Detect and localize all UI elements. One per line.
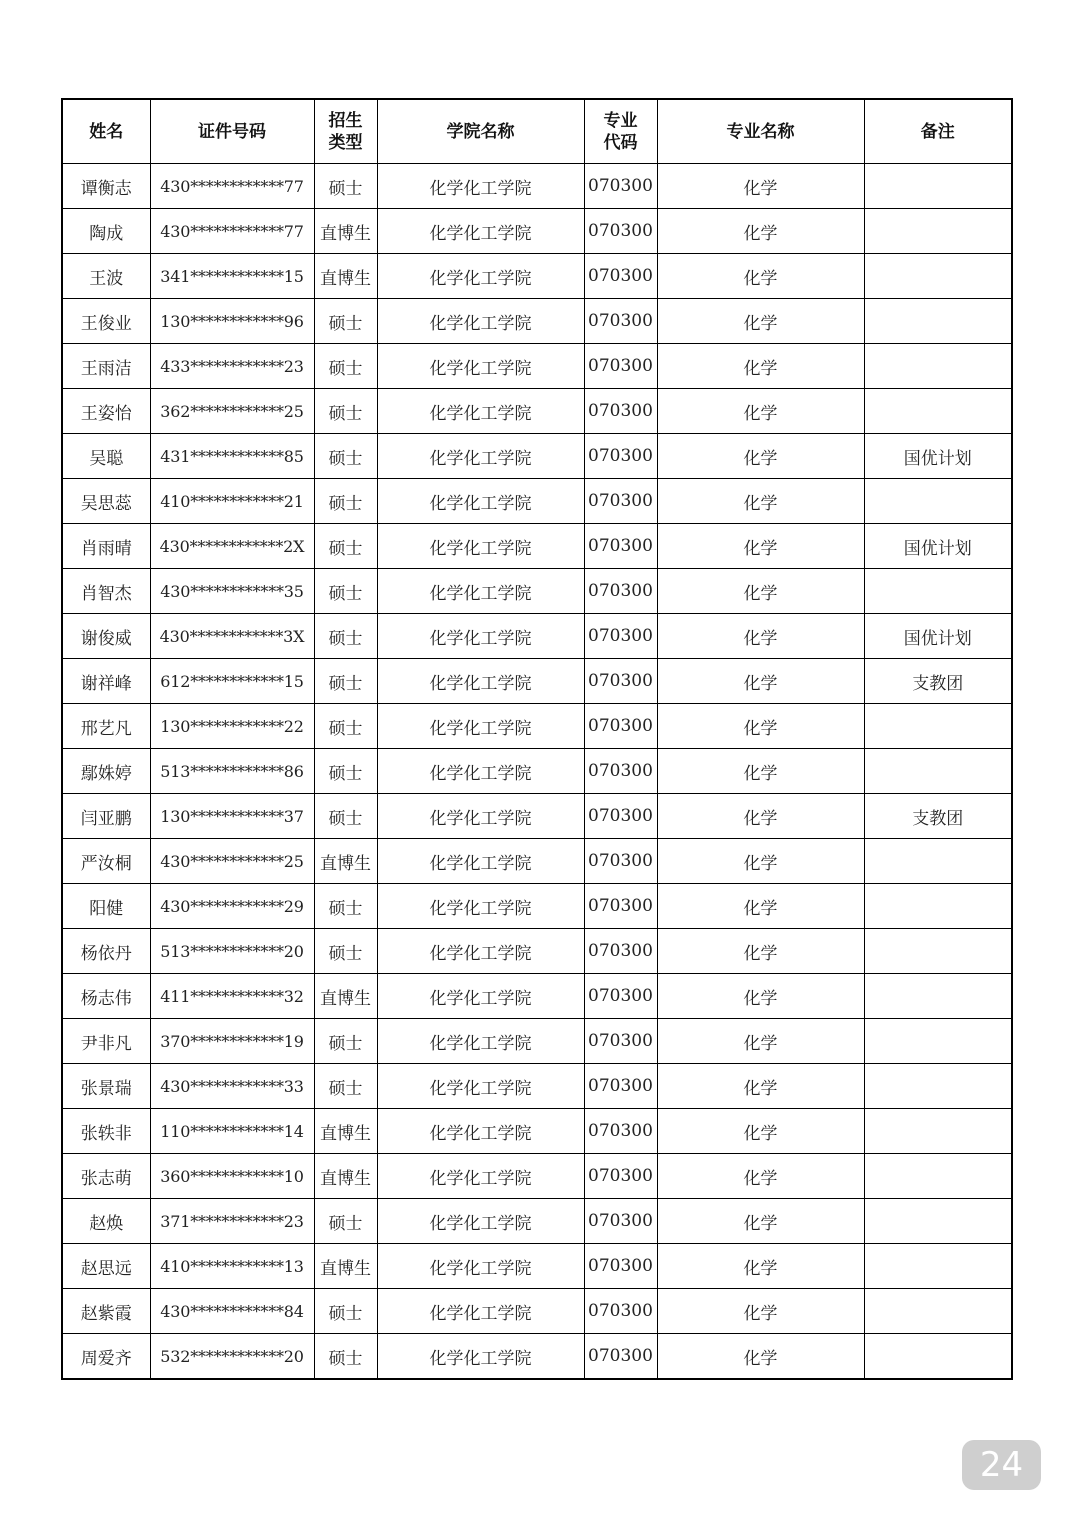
cell-major-code: 070300 (584, 434, 657, 479)
cell-id-number: 513************20 (150, 929, 314, 974)
cell-major-code: 070300 (584, 1199, 657, 1244)
cell-id-number: 362************25 (150, 389, 314, 434)
page-number-badge: 24 (962, 1440, 1041, 1490)
cell-name: 王雨洁 (62, 344, 150, 389)
cell-remarks (864, 884, 1012, 929)
cell-major-code: 070300 (584, 749, 657, 794)
cell-college-name: 化学化工学院 (377, 1154, 584, 1199)
cell-major-name: 化学 (657, 1334, 864, 1380)
table-row (62, 299, 1012, 344)
header-major-name-line: 专业名称 (726, 121, 795, 142)
table-row (62, 1064, 1012, 1109)
cell-enrollment-type: 硕士 (314, 479, 377, 524)
cell-major-name: 化学 (657, 1244, 864, 1289)
cell-major-name: 化学 (657, 524, 864, 569)
cell-enrollment-type: 直博生 (314, 1154, 377, 1199)
cell-major-name: 化学 (657, 1109, 864, 1154)
cell-id-number: 410************13 (150, 1244, 314, 1289)
cell-college-name: 化学化工学院 (377, 569, 584, 614)
cell-enrollment-type: 硕士 (314, 434, 377, 479)
cell-name: 赵思远 (62, 1244, 150, 1289)
cell-name: 王俊业 (62, 299, 150, 344)
cell-remarks (864, 299, 1012, 344)
cell-major-code: 070300 (584, 389, 657, 434)
cell-major-name: 化学 (657, 704, 864, 749)
cell-id-number: 513************86 (150, 749, 314, 794)
cell-name: 王姿怡 (62, 389, 150, 434)
table-body (62, 164, 1012, 1380)
cell-college-name: 化学化工学院 (377, 299, 584, 344)
table-row (62, 614, 1012, 659)
header-id-number-line: 证件号码 (198, 121, 266, 142)
cell-major-code: 070300 (584, 344, 657, 389)
cell-remarks: 国优计划 (864, 434, 1012, 479)
cell-id-number: 431************85 (150, 434, 314, 479)
table-row (62, 434, 1012, 479)
cell-enrollment-type: 直博生 (314, 209, 377, 254)
table-row (62, 344, 1012, 389)
cell-id-number: 433************23 (150, 344, 314, 389)
cell-major-code: 070300 (584, 884, 657, 929)
cell-remarks: 国优计划 (864, 614, 1012, 659)
cell-major-name: 化学 (657, 1199, 864, 1244)
cell-name: 陶成 (62, 209, 150, 254)
header-major-code-line: 专业 (603, 110, 638, 131)
cell-name: 谢俊威 (62, 614, 150, 659)
cell-remarks (864, 974, 1012, 1019)
cell-major-name: 化学 (657, 299, 864, 344)
table-row (62, 1289, 1012, 1334)
cell-id-number: 370************19 (150, 1019, 314, 1064)
cell-major-code: 070300 (584, 839, 657, 884)
cell-college-name: 化学化工学院 (377, 929, 584, 974)
cell-college-name: 化学化工学院 (377, 614, 584, 659)
cell-enrollment-type: 硕士 (314, 794, 377, 839)
header-name-line: 姓名 (89, 121, 124, 142)
cell-college-name: 化学化工学院 (377, 434, 584, 479)
cell-enrollment-type: 硕士 (314, 389, 377, 434)
cell-college-name: 化学化工学院 (377, 1109, 584, 1154)
cell-enrollment-type: 硕士 (314, 299, 377, 344)
cell-college-name: 化学化工学院 (377, 344, 584, 389)
cell-enrollment-type: 硕士 (314, 1334, 377, 1380)
cell-name: 肖雨晴 (62, 524, 150, 569)
cell-enrollment-type: 硕士 (314, 1289, 377, 1334)
header-enrollment-type-line: 招生 (328, 110, 363, 131)
cell-college-name: 化学化工学院 (377, 1064, 584, 1109)
cell-id-number: 430************84 (150, 1289, 314, 1334)
cell-id-number: 130************37 (150, 794, 314, 839)
cell-enrollment-type: 硕士 (314, 929, 377, 974)
cell-major-name: 化学 (657, 209, 864, 254)
cell-remarks (864, 704, 1012, 749)
cell-enrollment-type: 硕士 (314, 344, 377, 389)
cell-id-number: 411************32 (150, 974, 314, 1019)
cell-name: 吴思蕊 (62, 479, 150, 524)
cell-id-number: 130************96 (150, 299, 314, 344)
cell-enrollment-type: 硕士 (314, 1019, 377, 1064)
cell-remarks (864, 344, 1012, 389)
cell-name: 张景瑞 (62, 1064, 150, 1109)
cell-major-code: 070300 (584, 1244, 657, 1289)
header-college-name-line: 学院名称 (446, 121, 515, 142)
cell-major-code: 070300 (584, 1109, 657, 1154)
table-row (62, 569, 1012, 614)
cell-name: 赵焕 (62, 1199, 150, 1244)
cell-major-code: 070300 (584, 1019, 657, 1064)
cell-name: 张志萌 (62, 1154, 150, 1199)
cell-major-name: 化学 (657, 434, 864, 479)
cell-college-name: 化学化工学院 (377, 884, 584, 929)
cell-major-name: 化学 (657, 794, 864, 839)
cell-remarks: 支教团 (864, 659, 1012, 704)
cell-name: 尹非凡 (62, 1019, 150, 1064)
header-major-name (657, 99, 864, 164)
table-row (62, 1199, 1012, 1244)
cell-major-name: 化学 (657, 479, 864, 524)
cell-enrollment-type: 硕士 (314, 884, 377, 929)
cell-name: 张轶非 (62, 1109, 150, 1154)
cell-major-name: 化学 (657, 974, 864, 1019)
cell-id-number: 430************35 (150, 569, 314, 614)
cell-name: 阳健 (62, 884, 150, 929)
table-row (62, 479, 1012, 524)
cell-major-code: 070300 (584, 479, 657, 524)
cell-remarks (864, 1019, 1012, 1064)
cell-remarks (864, 1244, 1012, 1289)
cell-major-name: 化学 (657, 839, 864, 884)
cell-major-name: 化学 (657, 749, 864, 794)
cell-name: 周爱齐 (62, 1334, 150, 1380)
cell-major-code: 070300 (584, 929, 657, 974)
cell-major-code: 070300 (584, 704, 657, 749)
cell-remarks (864, 389, 1012, 434)
cell-college-name: 化学化工学院 (377, 479, 584, 524)
cell-college-name: 化学化工学院 (377, 524, 584, 569)
cell-college-name: 化学化工学院 (377, 389, 584, 434)
cell-name: 邢艺凡 (62, 704, 150, 749)
cell-name: 严汝桐 (62, 839, 150, 884)
cell-remarks: 支教团 (864, 794, 1012, 839)
cell-major-name: 化学 (657, 1019, 864, 1064)
cell-college-name: 化学化工学院 (377, 1199, 584, 1244)
cell-major-code: 070300 (584, 524, 657, 569)
cell-id-number: 532************20 (150, 1334, 314, 1380)
cell-remarks (864, 1109, 1012, 1154)
header-remarks-line: 备注 (920, 121, 955, 142)
cell-major-code: 070300 (584, 794, 657, 839)
cell-enrollment-type: 硕士 (314, 704, 377, 749)
cell-college-name: 化学化工学院 (377, 1289, 584, 1334)
table-row (62, 839, 1012, 884)
cell-major-name: 化学 (657, 884, 864, 929)
cell-enrollment-type: 硕士 (314, 164, 377, 209)
admission-list-table (61, 98, 1013, 1380)
table-row (62, 389, 1012, 434)
cell-college-name: 化学化工学院 (377, 974, 584, 1019)
cell-major-code: 070300 (584, 299, 657, 344)
cell-id-number: 430************29 (150, 884, 314, 929)
cell-name: 谭衡志 (62, 164, 150, 209)
cell-enrollment-type: 硕士 (314, 614, 377, 659)
cell-major-code: 070300 (584, 1064, 657, 1109)
table-row (62, 1019, 1012, 1064)
table-row (62, 1334, 1012, 1380)
header-major-code-line: 代码 (603, 132, 638, 153)
cell-remarks (864, 479, 1012, 524)
cell-college-name: 化学化工学院 (377, 1334, 584, 1380)
cell-enrollment-type: 硕士 (314, 749, 377, 794)
table-row (62, 794, 1012, 839)
cell-id-number: 430************77 (150, 164, 314, 209)
header-id-number (150, 99, 314, 164)
header-college-name (377, 99, 584, 164)
cell-id-number: 430************2X (150, 524, 314, 569)
cell-id-number: 130************22 (150, 704, 314, 749)
table-row (62, 704, 1012, 749)
cell-remarks (864, 749, 1012, 794)
cell-remarks (864, 164, 1012, 209)
header-major-code (584, 99, 657, 164)
cell-major-code: 070300 (584, 569, 657, 614)
cell-name: 吴聪 (62, 434, 150, 479)
cell-name: 闫亚鹏 (62, 794, 150, 839)
cell-enrollment-type: 直博生 (314, 1244, 377, 1289)
cell-major-code: 070300 (584, 659, 657, 704)
cell-major-name: 化学 (657, 1289, 864, 1334)
cell-major-name: 化学 (657, 614, 864, 659)
cell-remarks (864, 254, 1012, 299)
header-name (62, 99, 150, 164)
cell-major-name: 化学 (657, 1154, 864, 1199)
cell-id-number: 371************23 (150, 1199, 314, 1244)
table-row (62, 974, 1012, 1019)
cell-major-name: 化学 (657, 569, 864, 614)
cell-college-name: 化学化工学院 (377, 1244, 584, 1289)
cell-enrollment-type: 硕士 (314, 1199, 377, 1244)
cell-college-name: 化学化工学院 (377, 254, 584, 299)
cell-name: 杨依丹 (62, 929, 150, 974)
cell-remarks (864, 1289, 1012, 1334)
cell-id-number: 430************33 (150, 1064, 314, 1109)
table-row (62, 1109, 1012, 1154)
cell-enrollment-type: 硕士 (314, 569, 377, 614)
cell-college-name: 化学化工学院 (377, 839, 584, 884)
header-enrollment-type-line: 类型 (328, 132, 363, 153)
table-header-row (62, 99, 1012, 164)
cell-college-name: 化学化工学院 (377, 164, 584, 209)
cell-id-number: 410************21 (150, 479, 314, 524)
table-row (62, 1244, 1012, 1289)
cell-name: 王波 (62, 254, 150, 299)
cell-college-name: 化学化工学院 (377, 749, 584, 794)
cell-college-name: 化学化工学院 (377, 794, 584, 839)
cell-remarks (864, 1064, 1012, 1109)
cell-remarks: 国优计划 (864, 524, 1012, 569)
cell-name: 杨志伟 (62, 974, 150, 1019)
cell-major-name: 化学 (657, 344, 864, 389)
cell-remarks (864, 929, 1012, 974)
cell-major-code: 070300 (584, 209, 657, 254)
table-row (62, 929, 1012, 974)
cell-id-number: 360************10 (150, 1154, 314, 1199)
header-enrollment-type (314, 99, 377, 164)
cell-enrollment-type: 直博生 (314, 1109, 377, 1154)
cell-enrollment-type: 直博生 (314, 974, 377, 1019)
cell-remarks (864, 839, 1012, 884)
cell-enrollment-type: 硕士 (314, 524, 377, 569)
cell-id-number: 612************15 (150, 659, 314, 704)
cell-remarks (864, 1154, 1012, 1199)
cell-remarks (864, 209, 1012, 254)
cell-remarks (864, 1334, 1012, 1380)
cell-id-number: 430************3X (150, 614, 314, 659)
cell-major-name: 化学 (657, 929, 864, 974)
cell-remarks (864, 1199, 1012, 1244)
table-row (62, 209, 1012, 254)
cell-name: 肖智杰 (62, 569, 150, 614)
table-row (62, 659, 1012, 704)
cell-id-number: 110************14 (150, 1109, 314, 1154)
table-row (62, 254, 1012, 299)
cell-id-number: 430************25 (150, 839, 314, 884)
cell-enrollment-type: 硕士 (314, 1064, 377, 1109)
cell-college-name: 化学化工学院 (377, 659, 584, 704)
table-row (62, 1154, 1012, 1199)
cell-name: 赵紫霞 (62, 1289, 150, 1334)
cell-major-name: 化学 (657, 389, 864, 434)
cell-major-code: 070300 (584, 254, 657, 299)
cell-major-name: 化学 (657, 254, 864, 299)
cell-major-name: 化学 (657, 659, 864, 704)
cell-name: 鄢姝婷 (62, 749, 150, 794)
cell-enrollment-type: 硕士 (314, 659, 377, 704)
cell-major-name: 化学 (657, 164, 864, 209)
cell-remarks (864, 569, 1012, 614)
cell-major-code: 070300 (584, 1154, 657, 1199)
cell-major-name: 化学 (657, 1064, 864, 1109)
cell-college-name: 化学化工学院 (377, 1019, 584, 1064)
table-row (62, 524, 1012, 569)
cell-enrollment-type: 直博生 (314, 254, 377, 299)
cell-id-number: 430************77 (150, 209, 314, 254)
table-row (62, 749, 1012, 794)
cell-major-code: 070300 (584, 1289, 657, 1334)
cell-major-code: 070300 (584, 614, 657, 659)
cell-major-code: 070300 (584, 164, 657, 209)
cell-enrollment-type: 直博生 (314, 839, 377, 884)
cell-college-name: 化学化工学院 (377, 209, 584, 254)
cell-major-code: 070300 (584, 974, 657, 1019)
header-remarks (864, 99, 1012, 164)
cell-college-name: 化学化工学院 (377, 704, 584, 749)
table-row (62, 884, 1012, 929)
cell-major-code: 070300 (584, 1334, 657, 1380)
table-row (62, 164, 1012, 209)
cell-name: 谢祥峰 (62, 659, 150, 704)
cell-id-number: 341************15 (150, 254, 314, 299)
